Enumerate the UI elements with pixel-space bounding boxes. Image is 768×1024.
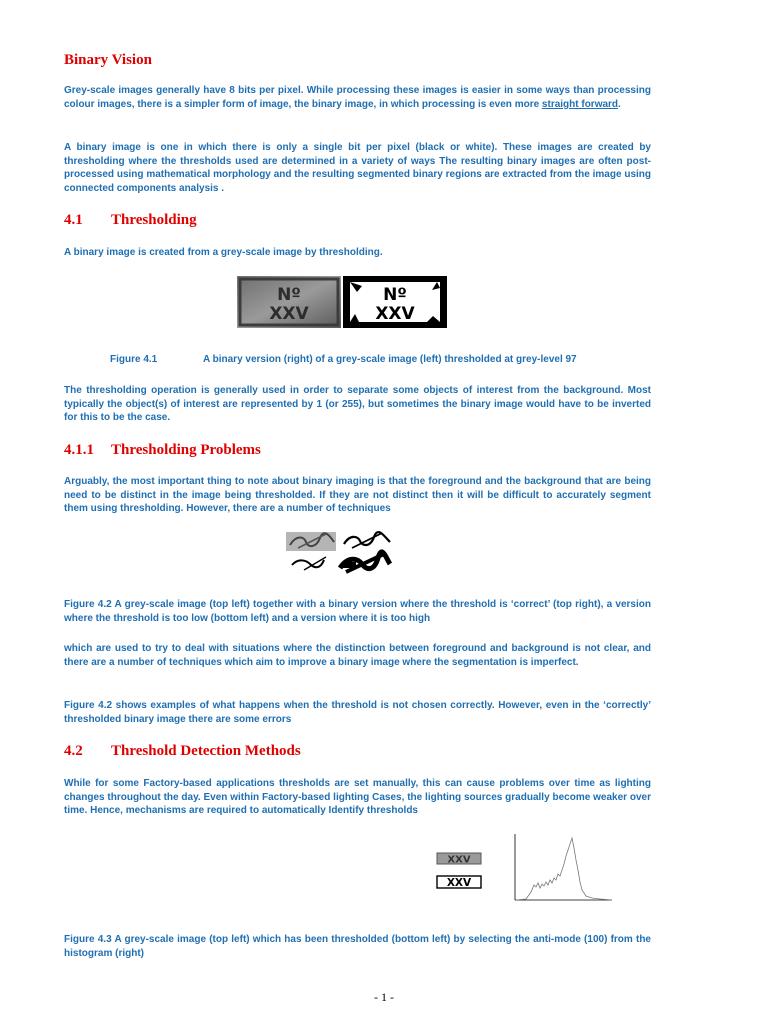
figure-4-2-caption: Figure 4.2 A grey-scale image (top left) together with a binary version where the threshold is ‘correct’ (top right), a version where the threshold is too low (bottom left) and a version where it is too high [64,599,651,624]
greyscale-plate-image [237,276,341,328]
figure-4-1-images [237,276,449,328]
page-number: - 1 - [374,990,394,1004]
section-4-1-1-paragraph-3: Figure 4.2 shows examples of what happens when the threshold is not chosen correctly. However, even in the ‘correctly’ thresholded binary image there are some errors [64,700,651,725]
section-4-1-paragraph-2: The thresholding operation is generally used in order to separate some objects of interest from the background. Most typically the object(s) of interest are represented by 1 (or 255), but sometimes the binary image would have to be inverted for this to be the case. [64,385,651,423]
section-4-1-heading [64,212,197,229]
figure-4-3 [436,830,616,909]
svg-text:XXV: XXV [447,854,471,866]
figure-4-1 [237,276,449,333]
section-4-1-1-paragraph-1: Arguably, the most important thing to note about binary imaging is that the foreground and the background that are being need to be distinct in the image being thresholded. If they are not distinct then it will be difficult to accurately segment them using thresholding. However, there are a number of techniques [64,476,651,514]
svg-text:XXV: XXV [446,877,472,889]
intro-paragraph-1-text: Grey-scale images generally have 8 bits per pixel. While processing these images is easier in some ways than processing colour images, there is a simpler form of image, the binary image, in which processing is even more [64,85,651,110]
straight-forward-link[interactable]: straight forward [541,98,619,110]
figure-4-1-caption-label: Figure 4.1 [110,354,158,365]
section-4-1-1-paragraph-2: which are used to try to deal with situations where the distinction between foreground and background is not clear, and there are a number of techniques which aim to improve a binary image where the segmentation is imperfect. [64,643,651,668]
section-4-2-paragraph-1: While for some Factory-based applications thresholds are set manually, this can cause problems over time as lighting changes throughout the day. Even within Factory-based lighting Cases, the lighting sources gradually become weaker over time. Hence, mechanisms are required to automatically Identify thresholds [64,778,651,816]
intro-paragraph-1-end: . [618,98,621,110]
section-4-2-title: Threshold Detection Methods [111,743,301,759]
figure-4-3-caption: Figure 4.3 A grey-scale image (top left) which has been thresholded (bottom left) by selecting the anti-mode (100) from the histogram (right) [64,934,651,959]
figure-4-3-images [436,830,616,904]
section-4-2-heading [64,743,301,760]
section-4-1-paragraph-1: A binary image is created from a grey-scale image by thresholding. [64,247,383,258]
figure-4-1-caption [110,354,577,365]
section-4-2-number: 4.2 [64,743,83,759]
svg-text:Nº: Nº [277,285,301,305]
histogram-plot [515,834,612,900]
figure-4-1-caption-text: A binary version (right) of a grey-scale image (left) thresholded at grey-level 97 [203,354,577,365]
greyscale-signature-image [286,532,336,551]
thresholded-xxv-image [437,876,481,889]
high-threshold-signature-image [340,552,390,572]
section-4-1-1-heading [64,442,261,459]
intro-paragraph-2: A binary image is one in which there is only a single bit per pixel (black or white). These images are created by thresholding where the thresholds used are determined in a variety of ways The resulting binary images are often post-processed using mathematical morphology and the resulting segmented binary regions are extracted from the image using connected components analysis . [64,142,651,194]
greyscale-xxv-image [437,853,481,866]
svg-text:Nº: Nº [383,285,407,305]
low-threshold-signature-image [292,557,326,570]
binary-plate-image [343,276,447,328]
intro-paragraph-1 [64,84,651,111]
page-title: Binary Vision [64,52,152,68]
figure-4-2-images [286,530,392,574]
figure-4-2 [286,530,392,579]
section-4-1-1-number: 4.1.1 [64,442,94,458]
svg-text:XXV: XXV [269,304,309,324]
section-4-1-number: 4.1 [64,212,83,228]
correct-threshold-signature-image [344,532,390,548]
section-4-1-1-title: Thresholding Problems [111,442,261,458]
section-4-1-title: Thresholding [111,212,197,228]
svg-text:XXV: XXV [375,304,415,324]
